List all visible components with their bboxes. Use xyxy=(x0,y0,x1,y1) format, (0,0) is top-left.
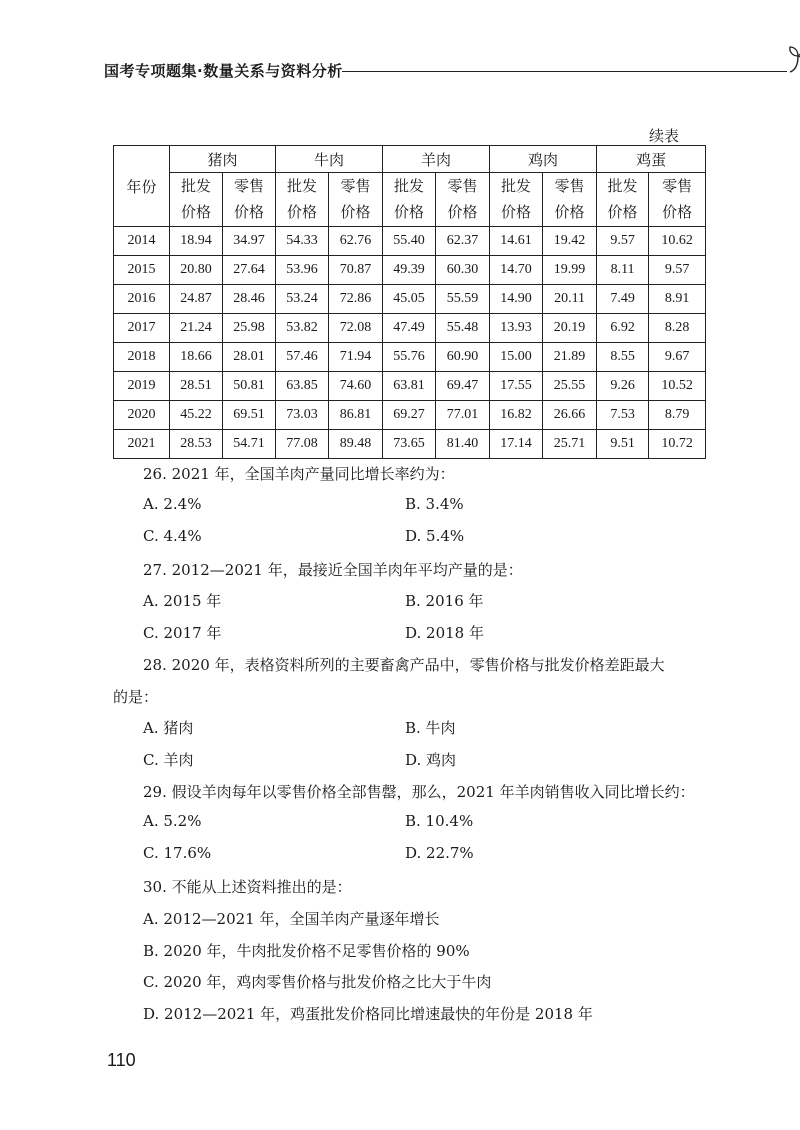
price-cell: 89.48 xyxy=(329,430,383,459)
price-cell: 73.65 xyxy=(383,430,436,459)
header-text: 价格 xyxy=(501,204,532,221)
price-cell: 86.81 xyxy=(329,401,383,430)
price-cell: 17.55 xyxy=(490,372,543,401)
price-cell: 55.40 xyxy=(383,227,436,256)
question-27-option-c: C. 2017 年 xyxy=(143,624,222,642)
price-cell: 72.08 xyxy=(329,314,383,343)
price-cell: 8.91 xyxy=(649,285,706,314)
question-27-stem: 27. 2012—2021 年，最接近全国羊肉年平均产量的是： xyxy=(143,561,523,579)
price-cell: 9.57 xyxy=(597,227,649,256)
price-cell: 45.05 xyxy=(383,285,436,314)
price-cell: 70.87 xyxy=(329,256,383,285)
price-cell: 27.64 xyxy=(223,256,276,285)
question-29-option-a: A. 5.2% xyxy=(143,812,202,830)
price-cell: 14.61 xyxy=(490,227,543,256)
question-26-option-b: B. 3.4% xyxy=(405,495,464,513)
price-cell: 19.99 xyxy=(543,256,597,285)
price-cell: 7.49 xyxy=(597,285,649,314)
header-text: 批发 xyxy=(501,178,532,195)
price-cell: 17.14 xyxy=(490,430,543,459)
beef-retail-price-header xyxy=(329,173,383,227)
table-body xyxy=(114,227,706,459)
price-cell: 8.11 xyxy=(597,256,649,285)
egg-retail-price-header xyxy=(649,173,706,227)
year-cell: 2021 xyxy=(114,430,170,459)
chicken-wholesale-price-header xyxy=(490,173,543,227)
price-cell: 81.40 xyxy=(436,430,490,459)
price-cell: 8.55 xyxy=(597,343,649,372)
year-cell: 2018 xyxy=(114,343,170,372)
price-cell: 16.82 xyxy=(490,401,543,430)
year-cell: 2019 xyxy=(114,372,170,401)
price-cell: 53.82 xyxy=(276,314,329,343)
price-cell: 73.03 xyxy=(276,401,329,430)
price-cell: 10.72 xyxy=(649,430,706,459)
year-cell: 2015 xyxy=(114,256,170,285)
price-cell: 9.57 xyxy=(649,256,706,285)
question-27-option-a: A. 2015 年 xyxy=(143,592,222,610)
question-29-option-c: C. 17.6% xyxy=(143,844,212,862)
question-26-option-a: A. 2.4% xyxy=(143,495,202,513)
table-row xyxy=(114,372,706,401)
header-text: 价格 xyxy=(180,204,211,221)
question-28-stem-line1: 28. 2020 年，表格资料所列的主要畜禽产品中，零售价格与批发价格差距最大 xyxy=(143,656,665,674)
price-cell: 25.98 xyxy=(223,314,276,343)
price-cell: 54.33 xyxy=(276,227,329,256)
question-30-option-c: C. 2020 年，鸡肉零售价格与批发价格之比大于牛肉 xyxy=(143,973,492,991)
question-28-option-a: A. 猪肉 xyxy=(143,719,194,737)
price-cell: 53.96 xyxy=(276,256,329,285)
header-text: 价格 xyxy=(234,204,265,221)
price-cell: 69.27 xyxy=(383,401,436,430)
table-row xyxy=(114,256,706,285)
header-text: 价格 xyxy=(287,204,318,221)
header-text: 零售 xyxy=(662,178,693,195)
price-cell: 18.66 xyxy=(170,343,223,372)
price-cell: 74.60 xyxy=(329,372,383,401)
category-pork: 猪肉 xyxy=(170,146,276,173)
price-cell: 25.55 xyxy=(543,372,597,401)
price-cell: 15.00 xyxy=(490,343,543,372)
header-text: 批发 xyxy=(287,178,318,195)
price-cell: 10.52 xyxy=(649,372,706,401)
header-text: 价格 xyxy=(340,204,371,221)
question-30-stem: 30. 不能从上述资料推出的是： xyxy=(143,878,352,896)
price-cell: 47.49 xyxy=(383,314,436,343)
price-cell: 20.80 xyxy=(170,256,223,285)
price-table xyxy=(113,145,706,459)
price-cell: 63.85 xyxy=(276,372,329,401)
price-cell: 60.30 xyxy=(436,256,490,285)
price-cell: 26.66 xyxy=(543,401,597,430)
header-text: 零售 xyxy=(340,178,371,195)
price-cell: 9.26 xyxy=(597,372,649,401)
header-text: 零售 xyxy=(447,178,478,195)
price-cell: 28.53 xyxy=(170,430,223,459)
price-cell: 55.59 xyxy=(436,285,490,314)
table-row xyxy=(114,314,706,343)
price-cell: 10.62 xyxy=(649,227,706,256)
question-29-option-b: B. 10.4% xyxy=(405,812,474,830)
price-cell: 69.51 xyxy=(223,401,276,430)
header-text: 批发 xyxy=(394,178,425,195)
price-cell: 18.94 xyxy=(170,227,223,256)
beef-wholesale-price-header xyxy=(276,173,329,227)
price-cell: 8.28 xyxy=(649,314,706,343)
subheader-row xyxy=(114,173,706,227)
category-egg: 鸡蛋 xyxy=(597,146,706,173)
question-30-option-a: A. 2012—2021 年，全国羊肉产量逐年增长 xyxy=(143,910,440,928)
price-cell: 77.08 xyxy=(276,430,329,459)
mutton-retail-price-header xyxy=(436,173,490,227)
question-28-option-d: D. 鸡肉 xyxy=(405,751,457,769)
question-29-option-d: D. 22.7% xyxy=(405,844,474,862)
header-text: 价格 xyxy=(554,204,585,221)
header-text: 价格 xyxy=(662,204,693,221)
table-row xyxy=(114,227,706,256)
price-cell: 9.51 xyxy=(597,430,649,459)
header-rule xyxy=(342,71,787,72)
year-cell: 2020 xyxy=(114,401,170,430)
price-cell: 8.79 xyxy=(649,401,706,430)
category-mutton: 羊肉 xyxy=(383,146,490,173)
category-beef: 牛肉 xyxy=(276,146,383,173)
price-cell: 20.19 xyxy=(543,314,597,343)
mutton-wholesale-price-header xyxy=(383,173,436,227)
price-cell: 19.42 xyxy=(543,227,597,256)
pork-wholesale-price-header xyxy=(170,173,223,227)
header-text: 价格 xyxy=(607,204,638,221)
sprout-icon xyxy=(784,42,800,76)
price-cell: 28.01 xyxy=(223,343,276,372)
price-cell: 54.71 xyxy=(223,430,276,459)
header-text: 批发 xyxy=(180,178,211,195)
price-cell: 9.67 xyxy=(649,343,706,372)
price-cell: 53.24 xyxy=(276,285,329,314)
page-number: 110 xyxy=(107,1050,136,1070)
table-row xyxy=(114,430,706,459)
price-cell: 77.01 xyxy=(436,401,490,430)
price-cell: 60.90 xyxy=(436,343,490,372)
price-cell: 69.47 xyxy=(436,372,490,401)
price-cell: 28.46 xyxy=(223,285,276,314)
price-cell: 25.71 xyxy=(543,430,597,459)
price-cell: 21.24 xyxy=(170,314,223,343)
price-cell: 45.22 xyxy=(170,401,223,430)
table-continued-label: 续表 xyxy=(649,127,680,145)
price-cell: 21.89 xyxy=(543,343,597,372)
price-cell: 34.97 xyxy=(223,227,276,256)
question-28-option-c: C. 羊肉 xyxy=(143,751,194,769)
question-27-option-b: B. 2016 年 xyxy=(405,592,484,610)
header-title: 国考专项题集·数量关系与资料分析 xyxy=(104,62,343,80)
price-cell: 55.76 xyxy=(383,343,436,372)
price-cell: 14.90 xyxy=(490,285,543,314)
price-cell: 24.87 xyxy=(170,285,223,314)
price-cell: 13.93 xyxy=(490,314,543,343)
chicken-retail-price-header xyxy=(543,173,597,227)
price-cell: 28.51 xyxy=(170,372,223,401)
table-row xyxy=(114,343,706,372)
question-26-stem: 26. 2021 年，全国羊肉产量同比增长率约为： xyxy=(143,465,455,483)
question-30-option-b: B. 2020 年，牛肉批发价格不足零售价格的 90% xyxy=(143,942,470,960)
price-cell: 7.53 xyxy=(597,401,649,430)
price-cell: 55.48 xyxy=(436,314,490,343)
price-cell: 72.86 xyxy=(329,285,383,314)
question-29-stem: 29. 假设羊肉每年以零售价格全部售罄，那么，2021 年羊肉销售收入同比增长约： xyxy=(143,783,695,801)
pork-retail-price-header xyxy=(223,173,276,227)
price-cell: 14.70 xyxy=(490,256,543,285)
question-26-option-c: C. 4.4% xyxy=(143,527,202,545)
question-27-option-d: D. 2018 年 xyxy=(405,624,484,642)
header-text: 价格 xyxy=(447,204,478,221)
price-cell: 62.76 xyxy=(329,227,383,256)
price-cell: 57.46 xyxy=(276,343,329,372)
year-header: 年份 xyxy=(114,146,170,227)
category-chicken: 鸡肉 xyxy=(490,146,597,173)
header-text: 批发 xyxy=(607,178,638,195)
price-cell: 6.92 xyxy=(597,314,649,343)
egg-wholesale-price-header xyxy=(597,173,649,227)
table-row xyxy=(114,401,706,430)
price-cell: 49.39 xyxy=(383,256,436,285)
price-cell: 63.81 xyxy=(383,372,436,401)
header-text: 价格 xyxy=(394,204,425,221)
question-28-option-b: B. 牛肉 xyxy=(405,719,456,737)
price-cell: 71.94 xyxy=(329,343,383,372)
table-row xyxy=(114,285,706,314)
running-header xyxy=(104,58,724,86)
year-cell: 2014 xyxy=(114,227,170,256)
year-cell: 2017 xyxy=(114,314,170,343)
price-cell: 20.11 xyxy=(543,285,597,314)
question-30-option-d: D. 2012—2021 年，鸡蛋批发价格同比增速最快的年份是 2018 年 xyxy=(143,1005,593,1023)
header-text: 零售 xyxy=(554,178,585,195)
year-cell: 2016 xyxy=(114,285,170,314)
price-cell: 62.37 xyxy=(436,227,490,256)
price-cell: 50.81 xyxy=(223,372,276,401)
question-28-stem-line2: 的是： xyxy=(113,688,159,706)
header-text: 零售 xyxy=(234,178,265,195)
question-26-option-d: D. 5.4% xyxy=(405,527,465,545)
